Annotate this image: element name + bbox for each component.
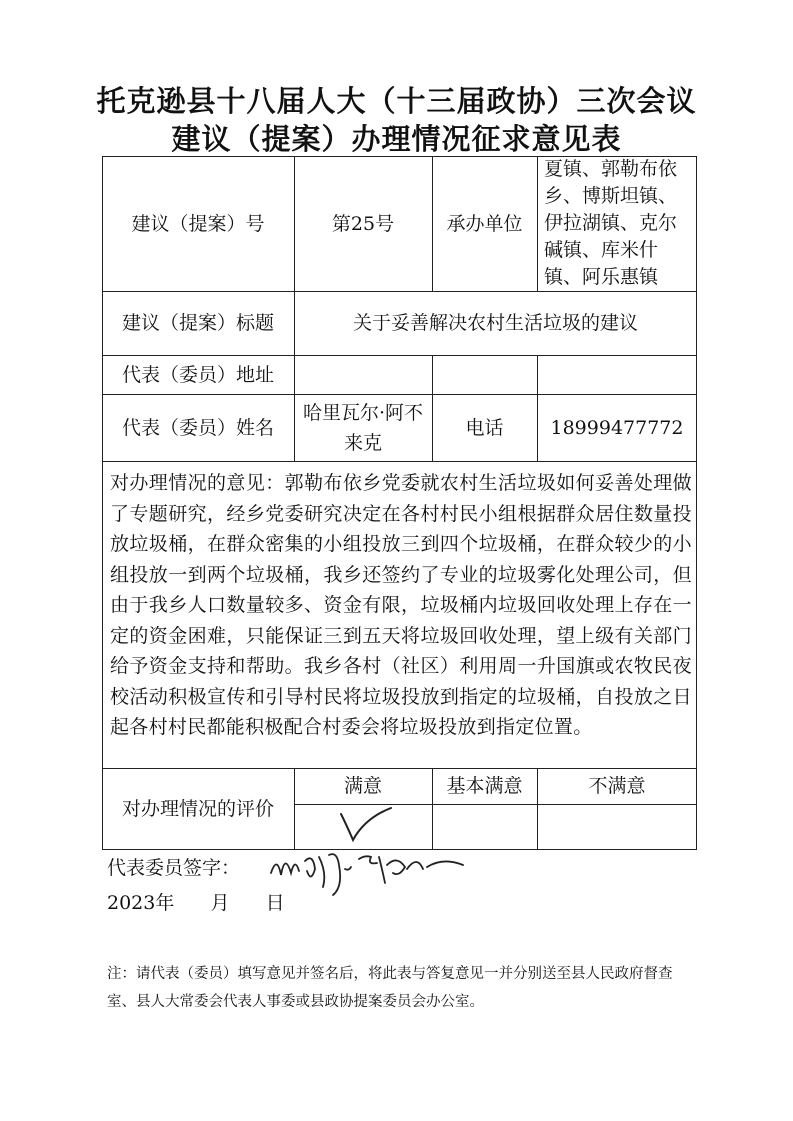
option-satisfied-label: 满意 (343, 775, 382, 797)
name-value: 哈里瓦尔·阿不来克 (302, 401, 424, 454)
handwritten-signature (267, 843, 467, 903)
address-value (294, 355, 432, 394)
proposal-no-value: 第25号 (331, 212, 395, 235)
checkmark-icon (335, 806, 395, 846)
footnote: 注：请代表（委员）填写意见并签名后，将此表与答复意见一并分别送至县人民政府督查室、县人大常委会代表人事委或县政协提案委员会办公室。 (107, 966, 673, 1010)
address-label: 代表（委员）地址 (121, 363, 274, 386)
signature-label: 代表委员签字： (107, 857, 241, 879)
name-label: 代表（委员）姓名 (121, 416, 274, 439)
handling-unit-value: 夏镇、郭勒布依乡、博斯坦镇、伊拉湖镇、克尔碱镇、库米什镇、阿乐惠镇 (544, 158, 678, 288)
option-unsatisfied-label: 不满意 (588, 775, 646, 797)
page-title-line1: 托克逊县十八届人大（十三届政协）三次会议 (96, 84, 697, 118)
option-basic-satisfied-label: 基本满意 (446, 775, 523, 797)
proposal-title-value: 关于妥善解决农村生活垃圾的建议 (352, 312, 638, 334)
date-month: 月 (210, 892, 230, 914)
date-day: 日 (265, 892, 285, 914)
handling-unit-label: 承办单位 (446, 212, 523, 235)
page-title-line2: 建议（提案）办理情况征求意见表 (171, 122, 622, 156)
proposal-no-label: 建议（提案）号 (131, 212, 265, 235)
phone-value: 18999477772 (550, 416, 684, 439)
option-unsatisfied-box[interactable] (537, 804, 697, 849)
opinion-text: 对办理情况的意见：郭勒布依乡党委就农村生活垃圾如何妥善处理做了专题研究，经乡党委研究决定在各村村民小组根据群众居住数量投放垃圾桶，在群众密集的小组投放三到四个垃圾桶，在群众较少的小组投放一到两个垃圾桶，我乡还签约了专业的垃圾雾化处理公司，但由于我乡人口数量较多、资金有限，垃圾桶内垃圾回收处理上存在一定的资金困难，只能保证三到五天将垃圾回收处理，望上级有关部门给予资金支持和帮助。我乡各村（社区）利用周一升国旗或农牧民夜校活动积极宣传和引导村民将垃圾投放到指定的垃圾桶，自投放之日起各村村民都能积极配合村委会将垃圾投放到指定位置。 (110, 472, 692, 738)
evaluation-label: 对办理情况的评价 (121, 797, 274, 820)
date-year: 2023年 (107, 892, 175, 914)
phone-label: 电话 (465, 416, 504, 439)
proposal-title-label: 建议（提案）标题 (121, 312, 274, 334)
signature-date (107, 888, 285, 915)
